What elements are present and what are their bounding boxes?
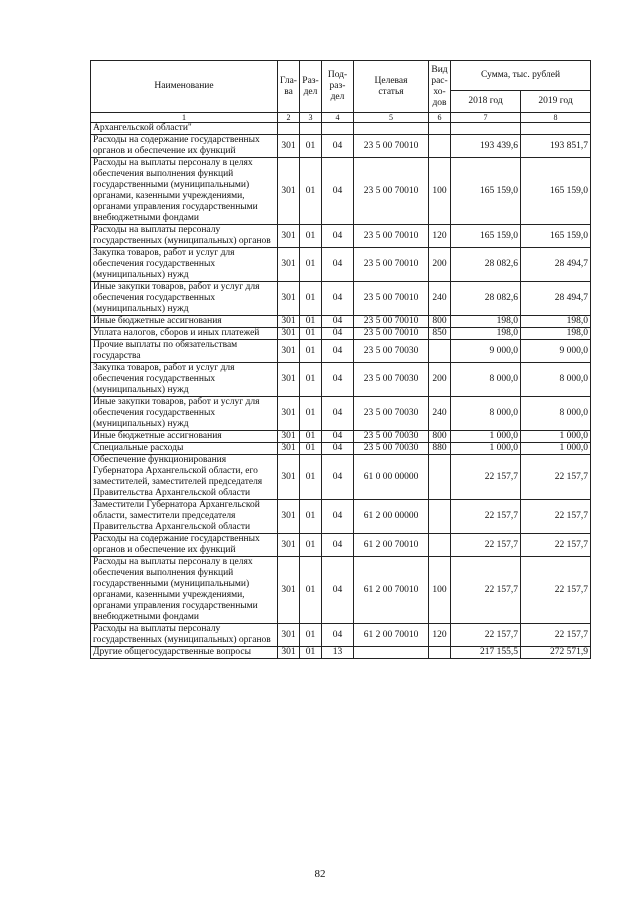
cell-2019: 1 000,0 [521, 431, 591, 443]
cell-name: Специальные расходы [91, 443, 278, 455]
column-number: 3 [300, 113, 322, 123]
cell-2018: 1 000,0 [451, 443, 521, 455]
table-row [91, 443, 591, 455]
cell-razdel: 01 [300, 225, 322, 248]
cell-target: 23 5 00 70010 [354, 158, 429, 225]
cell-vid [429, 455, 451, 500]
column-number: 5 [354, 113, 429, 123]
cell-name: Расходы на выплаты персоналу государственных (муниципальных) органов [91, 624, 278, 647]
cell-2019: 193 851,7 [521, 135, 591, 158]
header-podrazdel: Под- раз- дел [322, 61, 354, 113]
cell-razdel: 01 [300, 534, 322, 557]
cell-vid: 240 [429, 282, 451, 316]
cell-target: 61 0 00 00000 [354, 455, 429, 500]
cell-podrazdel: 04 [322, 316, 354, 328]
cell-glava: 301 [278, 248, 300, 282]
table-row [91, 534, 591, 557]
cell-2018: 165 159,0 [451, 225, 521, 248]
cell-2018: 165 159,0 [451, 158, 521, 225]
cell-2018: 8 000,0 [451, 363, 521, 397]
cell-name: Обеспечение функционирования Губернатора Архангельской области, его заместителей, заместителей председателя Правительства Архангельской области [91, 455, 278, 500]
cell-target [354, 647, 429, 659]
cell-podrazdel: 04 [322, 340, 354, 363]
cell-2019: 22 157,7 [521, 624, 591, 647]
cell-name: Расходы на содержание государственных органов и обеспечение их функций [91, 135, 278, 158]
table-row [91, 647, 591, 659]
table-row [91, 557, 591, 624]
header-year-2019: 2019 год [521, 91, 591, 113]
cell-podrazdel: 04 [322, 363, 354, 397]
header-row-top [91, 61, 591, 91]
cell-name: Другие общегосударственные вопросы [91, 647, 278, 659]
cell-vid: 800 [429, 431, 451, 443]
cell-razdel: 01 [300, 340, 322, 363]
cell-vid [429, 534, 451, 557]
cell-2018: 198,0 [451, 328, 521, 340]
cell-glava: 301 [278, 397, 300, 431]
table-row [91, 282, 591, 316]
cell-podrazdel: 04 [322, 624, 354, 647]
cell-2019: 9 000,0 [521, 340, 591, 363]
cell-name: Иные бюджетные ассигнования [91, 431, 278, 443]
cell-razdel: 01 [300, 158, 322, 225]
cell-2018: 28 082,6 [451, 282, 521, 316]
cell-2018: 217 155,5 [451, 647, 521, 659]
cell-2019: 28 494,7 [521, 282, 591, 316]
cell-vid: 800 [429, 316, 451, 328]
cell-2018: 22 157,7 [451, 500, 521, 534]
cell-vid [429, 647, 451, 659]
cell-razdel: 01 [300, 455, 322, 500]
cell-razdel: 01 [300, 500, 322, 534]
cell-glava: 301 [278, 455, 300, 500]
cell-2018: 22 157,7 [451, 557, 521, 624]
cell-target: 61 2 00 00000 [354, 500, 429, 534]
cell-2018: 22 157,7 [451, 534, 521, 557]
cell-2019: 8 000,0 [521, 363, 591, 397]
cell-name: Расходы на выплаты персоналу государственных (муниципальных) органов [91, 225, 278, 248]
cell-2019: 165 159,0 [521, 158, 591, 225]
cell-podrazdel: 04 [322, 328, 354, 340]
cell-podrazdel [322, 123, 354, 135]
cell-2019: 28 494,7 [521, 248, 591, 282]
cell-target: 23 5 00 70030 [354, 443, 429, 455]
cell-vid [429, 340, 451, 363]
cell-name: Расходы на выплаты персоналу в целях обеспечения выполнения функций государственными (муниципальными) органами, казенными учреждениями, органами управления государственными внебюджетными фондами [91, 557, 278, 624]
cell-vid [429, 135, 451, 158]
table-row [91, 135, 591, 158]
cell-podrazdel: 04 [322, 158, 354, 225]
cell-podrazdel: 04 [322, 135, 354, 158]
cell-razdel: 01 [300, 363, 322, 397]
cell-podrazdel: 04 [322, 443, 354, 455]
cell-target: 23 5 00 70010 [354, 225, 429, 248]
cell-2019: 22 157,7 [521, 500, 591, 534]
cell-2019: 198,0 [521, 316, 591, 328]
page-number: 82 [314, 868, 326, 880]
cell-target: 23 5 00 70010 [354, 316, 429, 328]
column-number: 8 [521, 113, 591, 123]
table-row [91, 123, 591, 135]
column-number: 2 [278, 113, 300, 123]
cell-glava: 301 [278, 282, 300, 316]
cell-name: Заместители Губернатора Архангельской области, заместители председателя Правительства Архангельской области [91, 500, 278, 534]
cell-razdel: 01 [300, 624, 322, 647]
table-row [91, 340, 591, 363]
table-row [91, 431, 591, 443]
cell-target: 23 5 00 70030 [354, 397, 429, 431]
cell-2018: 198,0 [451, 316, 521, 328]
cell-target: 23 5 00 70030 [354, 340, 429, 363]
cell-name: Прочие выплаты по обязательствам государства [91, 340, 278, 363]
header-year-2018: 2018 год [451, 91, 521, 113]
cell-2018: 193 439,6 [451, 135, 521, 158]
budget-table [90, 60, 591, 659]
cell-target [354, 123, 429, 135]
cell-target: 61 2 00 70010 [354, 624, 429, 647]
cell-razdel: 01 [300, 282, 322, 316]
table-row [91, 248, 591, 282]
header-vid: Вид рас- хо- дов [429, 61, 451, 113]
cell-2018: 22 157,7 [451, 455, 521, 500]
table-row [91, 225, 591, 248]
cell-razdel: 01 [300, 135, 322, 158]
column-number: 7 [451, 113, 521, 123]
cell-2019: 165 159,0 [521, 225, 591, 248]
cell-glava: 301 [278, 340, 300, 363]
cell-2019 [521, 123, 591, 135]
cell-2019: 1 000,0 [521, 443, 591, 455]
table-row [91, 363, 591, 397]
cell-glava: 301 [278, 431, 300, 443]
cell-razdel: 01 [300, 316, 322, 328]
column-number-row [91, 113, 591, 123]
cell-vid: 100 [429, 557, 451, 624]
table-row [91, 328, 591, 340]
cell-2019: 8 000,0 [521, 397, 591, 431]
cell-glava: 301 [278, 500, 300, 534]
cell-target: 23 5 00 70010 [354, 135, 429, 158]
cell-vid: 120 [429, 624, 451, 647]
cell-vid [429, 500, 451, 534]
table-row [91, 397, 591, 431]
cell-2018 [451, 123, 521, 135]
cell-name: Архангельской области" [91, 123, 278, 135]
cell-2019: 22 157,7 [521, 534, 591, 557]
cell-target: 23 5 00 70010 [354, 248, 429, 282]
cell-vid: 200 [429, 248, 451, 282]
cell-podrazdel: 04 [322, 431, 354, 443]
cell-razdel: 01 [300, 443, 322, 455]
cell-2018: 1 000,0 [451, 431, 521, 443]
header-name: Наименование [91, 61, 278, 113]
cell-glava [278, 123, 300, 135]
cell-2018: 22 157,7 [451, 624, 521, 647]
cell-2018: 8 000,0 [451, 397, 521, 431]
cell-podrazdel: 04 [322, 500, 354, 534]
column-number: 1 [91, 113, 278, 123]
table-row [91, 455, 591, 500]
table-row [91, 500, 591, 534]
cell-podrazdel: 04 [322, 455, 354, 500]
table-row [91, 624, 591, 647]
cell-razdel [300, 123, 322, 135]
cell-razdel: 01 [300, 397, 322, 431]
cell-vid: 880 [429, 443, 451, 455]
cell-vid [429, 123, 451, 135]
cell-vid: 100 [429, 158, 451, 225]
cell-glava: 301 [278, 316, 300, 328]
cell-2018: 28 082,6 [451, 248, 521, 282]
cell-glava: 301 [278, 328, 300, 340]
cell-name: Уплата налогов, сборов и иных платежей [91, 328, 278, 340]
cell-2019: 22 157,7 [521, 557, 591, 624]
header-tselevaya: Целевая статья [354, 61, 429, 113]
cell-podrazdel: 04 [322, 534, 354, 557]
cell-glava: 301 [278, 135, 300, 158]
cell-target: 61 2 00 70010 [354, 557, 429, 624]
cell-podrazdel: 04 [322, 557, 354, 624]
cell-podrazdel: 04 [322, 225, 354, 248]
cell-glava: 301 [278, 647, 300, 659]
header-razdel: Раз- дел [300, 61, 322, 113]
cell-name: Иные закупки товаров, работ и услуг для обеспечения государственных (муниципальных) нужд [91, 397, 278, 431]
cell-target: 23 5 00 70010 [354, 282, 429, 316]
cell-podrazdel: 04 [322, 248, 354, 282]
cell-2018: 9 000,0 [451, 340, 521, 363]
cell-glava: 301 [278, 363, 300, 397]
cell-name: Закупка товаров, работ и услуг для обеспечения государственных (муниципальных) нужд [91, 363, 278, 397]
cell-glava: 301 [278, 534, 300, 557]
cell-vid: 240 [429, 397, 451, 431]
cell-target: 61 2 00 70010 [354, 534, 429, 557]
cell-vid: 850 [429, 328, 451, 340]
cell-razdel: 01 [300, 248, 322, 282]
cell-vid: 200 [429, 363, 451, 397]
cell-podrazdel: 04 [322, 397, 354, 431]
cell-target: 23 5 00 70030 [354, 431, 429, 443]
cell-glava: 301 [278, 624, 300, 647]
table-row [91, 316, 591, 328]
column-number: 4 [322, 113, 354, 123]
cell-razdel: 01 [300, 328, 322, 340]
cell-razdel: 01 [300, 647, 322, 659]
column-number: 6 [429, 113, 451, 123]
cell-2019: 198,0 [521, 328, 591, 340]
cell-podrazdel: 13 [322, 647, 354, 659]
header-summa: Сумма, тыс. рублей [451, 61, 591, 91]
cell-podrazdel: 04 [322, 282, 354, 316]
cell-razdel: 01 [300, 557, 322, 624]
cell-target: 23 5 00 70030 [354, 363, 429, 397]
cell-vid: 120 [429, 225, 451, 248]
cell-glava: 301 [278, 443, 300, 455]
cell-name: Расходы на выплаты персоналу в целях обеспечения выполнения функций государственными (муниципальными) органами, казенными учреждениями, органами управления государственными внебюджетными фондами [91, 158, 278, 225]
header-glava: Гла- ва [278, 61, 300, 113]
cell-name: Закупка товаров, работ и услуг для обеспечения государственных (муниципальных) нужд [91, 248, 278, 282]
cell-glava: 301 [278, 225, 300, 248]
cell-name: Расходы на содержание государственных органов и обеспечение их функций [91, 534, 278, 557]
cell-glava: 301 [278, 557, 300, 624]
cell-2019: 22 157,7 [521, 455, 591, 500]
cell-2019: 272 571,9 [521, 647, 591, 659]
cell-name: Иные закупки товаров, работ и услуг для обеспечения государственных (муниципальных) нужд [91, 282, 278, 316]
cell-razdel: 01 [300, 431, 322, 443]
cell-glava: 301 [278, 158, 300, 225]
cell-name: Иные бюджетные ассигнования [91, 316, 278, 328]
cell-target: 23 5 00 70010 [354, 328, 429, 340]
table-row [91, 158, 591, 225]
